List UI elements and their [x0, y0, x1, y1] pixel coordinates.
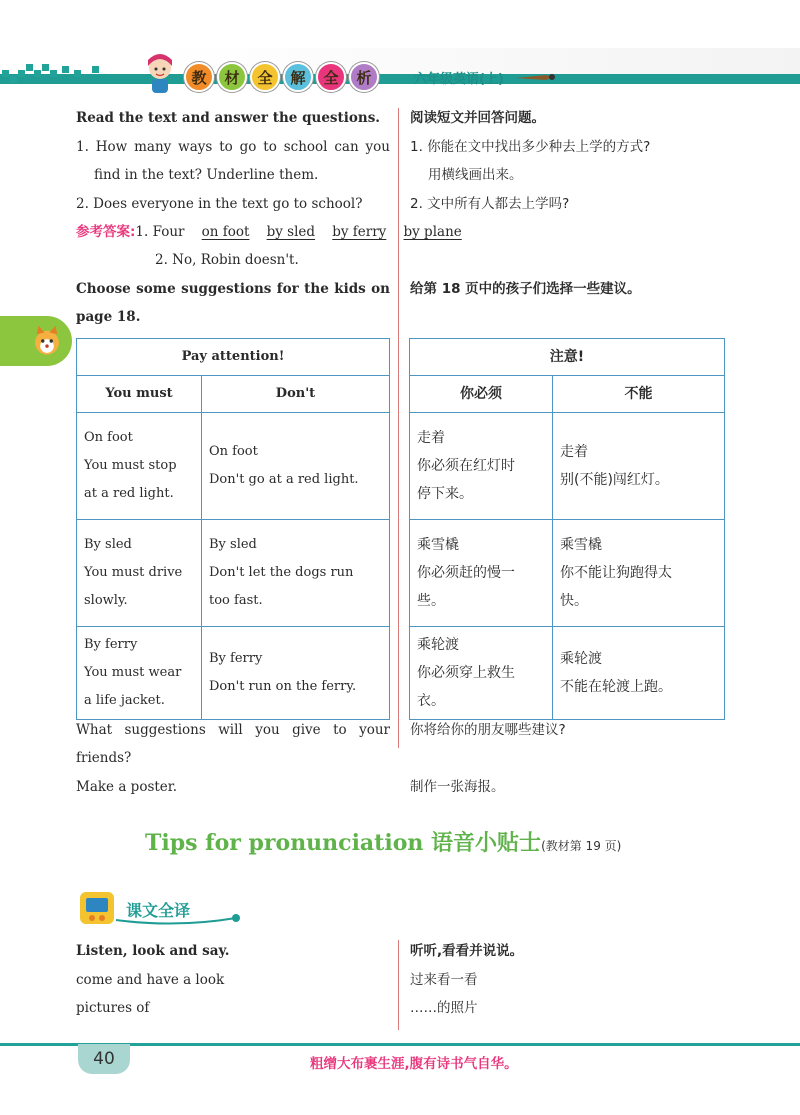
- table-row: [77, 520, 390, 627]
- tips-title-en: Tips for pronunciation: [145, 830, 424, 856]
- side-tab: [0, 316, 72, 366]
- title-char-1: 教: [184, 62, 214, 92]
- cell-line: 快。: [560, 593, 588, 609]
- cell-line: 你必须在红灯时: [417, 458, 515, 474]
- title-char-4: 解: [283, 62, 313, 92]
- cell-line: By sled: [84, 537, 132, 552]
- section1-cn-q2: 2. 文中所有人都去上学吗?: [410, 196, 570, 212]
- cell-line: You must wear: [84, 665, 182, 680]
- table-title: 注意!: [410, 339, 725, 376]
- section2-en-poster: Make a poster.: [76, 779, 178, 795]
- section1-en-q1-line1: 1. How many ways to go to school can you: [76, 139, 390, 155]
- translation-en-heading: Listen, look and say.: [76, 943, 230, 959]
- title-char-3: 全: [250, 62, 280, 92]
- section1-en-heading: Read the text and answer the questions.: [76, 110, 381, 126]
- cell-line: 你不能让狗跑得太: [560, 565, 672, 581]
- cell-line: 走着: [560, 444, 588, 460]
- table-col-header: You must: [77, 376, 202, 413]
- translation-en-line2: pictures of: [76, 1000, 150, 1016]
- answer1-item: by plane: [403, 224, 462, 240]
- translation-badge-label: 课文全译: [126, 901, 191, 920]
- pen-icon: [516, 72, 556, 82]
- book-title: [184, 62, 379, 92]
- table-row: [410, 520, 725, 627]
- answer-row-2: 2. No, Robin doesn't.: [155, 252, 299, 268]
- table-row: [77, 627, 390, 720]
- section2-en-question-line1: What suggestions will you give to your: [76, 722, 390, 738]
- table-row: [410, 627, 725, 720]
- pay-attention-table-cn: [409, 338, 725, 720]
- header-band: [0, 74, 800, 84]
- section1-en-q2: 2. Does everyone in the text go to school?: [76, 196, 363, 212]
- tips-heading: [145, 826, 621, 857]
- cell-line: 走着: [417, 430, 445, 446]
- grade-label: 六年级英语(上): [414, 72, 504, 87]
- section1-cn-q1-line1: 1. 你能在文中找出多少种去上学的方式?: [410, 139, 651, 155]
- cell-line: too fast.: [209, 593, 263, 608]
- title-char-2: 材: [217, 62, 247, 92]
- cell-line: You must stop: [84, 458, 177, 473]
- cell-line: On foot: [209, 444, 258, 459]
- tips-title-cn: 语音小贴士: [431, 830, 542, 856]
- cell-line: 不能在轮渡上跑。: [560, 679, 672, 695]
- cell-line: 你必须赶的慢一: [417, 565, 515, 581]
- cell-line: 乘轮渡: [417, 637, 459, 653]
- cell-line: Don't run on the ferry.: [209, 679, 357, 694]
- answer1-prefix: 1. Four: [135, 224, 185, 240]
- column-divider-top: [398, 108, 399, 748]
- cell-line: By sled: [209, 537, 257, 552]
- cell-line: 你必须穿上救生: [417, 665, 515, 681]
- cell-line: By ferry: [84, 637, 138, 652]
- answer1-item: by ferry: [332, 224, 387, 240]
- answer1-item: on foot: [201, 224, 250, 240]
- cell-line: Don't go at a red light.: [209, 472, 359, 487]
- section2-en-question-line2: friends?: [76, 750, 132, 766]
- cell-line: 别(不能)闯红灯。: [560, 472, 669, 488]
- cell-line: Don't let the dogs run: [209, 565, 354, 580]
- fox-mascot-icon: [30, 324, 64, 358]
- cell-line: By ferry: [209, 651, 263, 666]
- title-char-5: 全: [316, 62, 346, 92]
- table-row: [410, 413, 725, 520]
- table-col-header: 不能: [553, 376, 725, 413]
- cell-line: 衣。: [417, 693, 445, 709]
- translation-cn-line2: ……的照片: [410, 1000, 478, 1016]
- section2-cn-poster: 制作一张海报。: [410, 779, 505, 795]
- table-col-header: 你必须: [410, 376, 553, 413]
- cell-line: 些。: [417, 593, 445, 609]
- answer-label: 参考答案:: [76, 224, 136, 240]
- cell-line: 乘雪橇: [560, 537, 602, 553]
- cell-line: 乘轮渡: [560, 651, 602, 667]
- section2-en-heading-line1: Choose some suggestions for the kids on: [76, 281, 390, 297]
- column-divider-bottom: [398, 940, 399, 1030]
- cell-line: 停下来。: [417, 486, 473, 502]
- girl-mascot-icon: [140, 52, 180, 96]
- cell-line: slowly.: [84, 593, 128, 608]
- section2-en-heading-line2: page 18.: [76, 309, 141, 325]
- cell-line: On foot: [84, 430, 133, 445]
- section1-cn-q1-line2: 用横线画出来。: [428, 167, 523, 183]
- cell-line: 乘雪橇: [417, 537, 459, 553]
- title-char-6: 析: [349, 62, 379, 92]
- page-number: 40: [78, 1044, 130, 1074]
- table-title: Pay attention!: [77, 339, 390, 376]
- translation-cn-line1: 过来看一看: [410, 972, 478, 988]
- cell-line: You must drive: [84, 565, 183, 580]
- footer-motto: 粗缯大布裹生涯,腹有诗书气自华。: [310, 1056, 518, 1072]
- section1-en-q1-line2: find in the text? Underline them.: [94, 167, 319, 183]
- translation-en-line1: come and have a look: [76, 972, 225, 988]
- tips-subtitle: (教材第 19 页): [541, 839, 622, 853]
- table-row: [77, 413, 390, 520]
- section2-cn-question: 你将给你的朋友哪些建议?: [410, 722, 566, 738]
- section1-cn-heading: 阅读短文并回答问题。: [410, 110, 545, 126]
- pay-attention-table-en: [76, 338, 390, 720]
- section2-cn-heading: 给第 18 页中的孩子们选择一些建议。: [410, 281, 641, 297]
- translation-cn-heading: 听听,看看并说说。: [410, 943, 524, 959]
- cell-line: at a red light.: [84, 486, 174, 501]
- table-col-header: Don't: [202, 376, 390, 413]
- cell-line: a life jacket.: [84, 693, 165, 708]
- answer-row-1: [76, 218, 462, 246]
- answer1-item: by sled: [266, 224, 316, 240]
